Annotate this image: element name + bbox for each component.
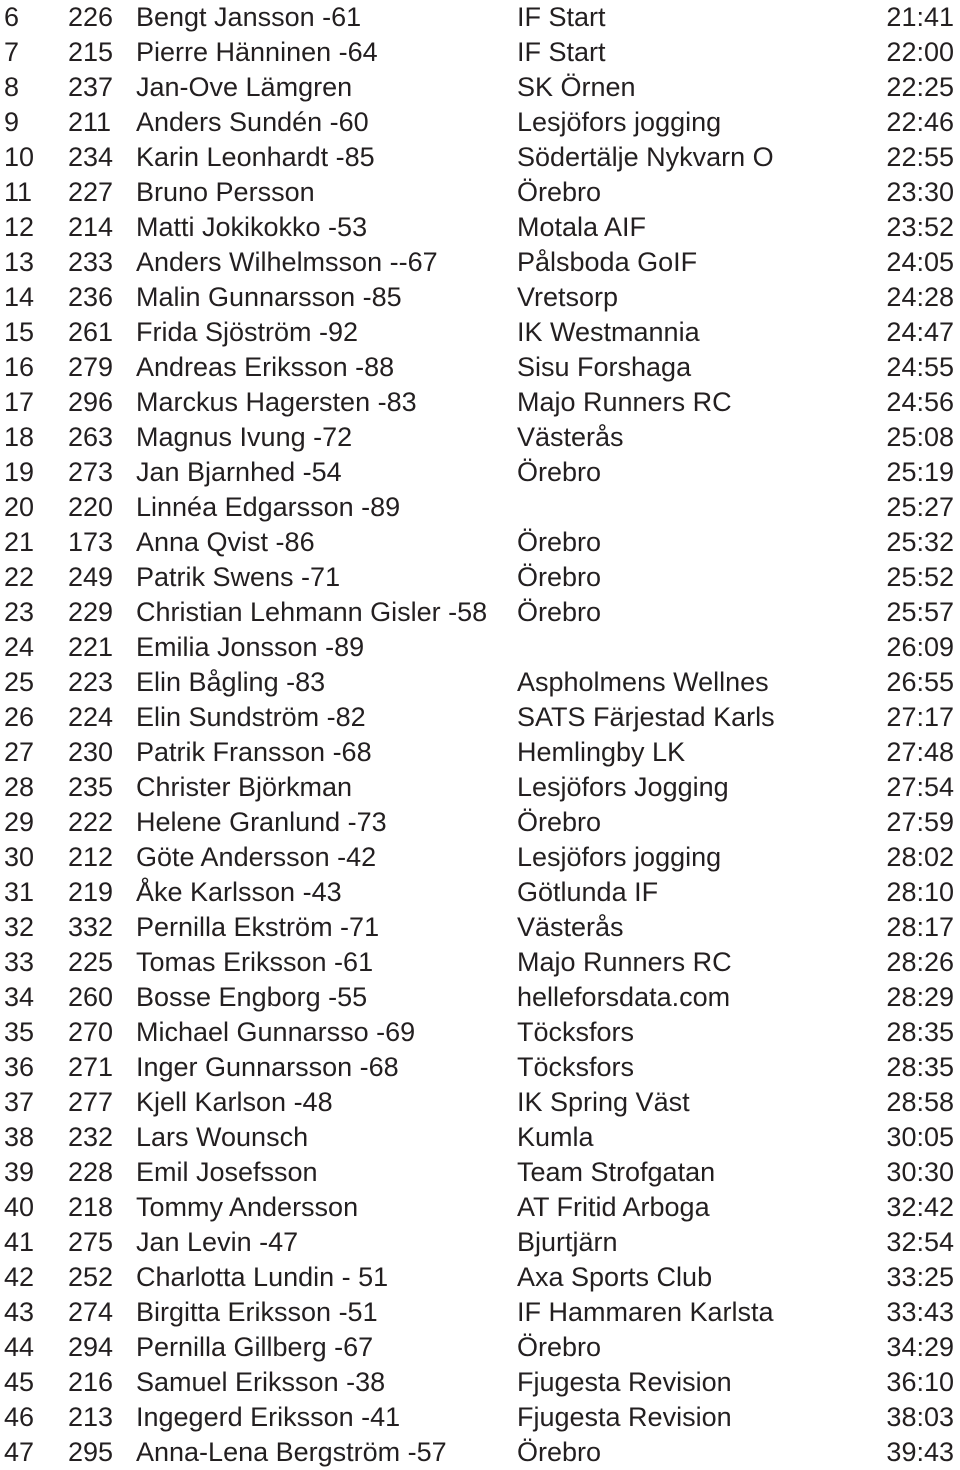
result-row (0, 0, 960, 35)
result-place: 45 (4, 1367, 35, 1397)
result-place: 13 (4, 247, 35, 277)
result-place: 9 (4, 107, 20, 137)
result-club: IF Hammaren Karlsta (517, 1297, 774, 1327)
result-place: 7 (4, 37, 20, 67)
result-place: 43 (4, 1297, 35, 1327)
result-row (0, 700, 960, 735)
result-name: Malin Gunnarsson -85 (136, 282, 402, 312)
result-place: 17 (4, 387, 35, 417)
result-club: Motala AIF (517, 212, 647, 242)
result-row (0, 1400, 960, 1435)
result-club: Majo Runners RC (517, 947, 732, 977)
result-row (0, 140, 960, 175)
result-place: 40 (4, 1192, 35, 1222)
result-club: IK Spring Väst (517, 1087, 690, 1117)
result-place: 19 (4, 457, 35, 487)
result-bib: 249 (68, 562, 114, 592)
result-time: 23:52 (886, 212, 954, 242)
result-time: 24:28 (886, 282, 954, 312)
result-row (0, 630, 960, 665)
result-club: IF Start (517, 37, 606, 67)
result-club: Örebro (517, 527, 602, 557)
result-row (0, 595, 960, 630)
result-place: 29 (4, 807, 35, 837)
result-name: Magnus Ivung -72 (136, 422, 353, 452)
result-time: 30:05 (886, 1122, 954, 1152)
result-place: 31 (4, 877, 35, 907)
result-club: Lesjöfors jogging (517, 107, 722, 137)
result-row (0, 175, 960, 210)
result-bib: 234 (68, 142, 114, 172)
result-time: 28:10 (886, 877, 954, 907)
result-row (0, 35, 960, 70)
result-bib: 227 (68, 177, 114, 207)
result-place: 38 (4, 1122, 35, 1152)
result-name: Charlotta Lundin - 51 (136, 1262, 389, 1292)
result-place: 34 (4, 982, 35, 1012)
result-row (0, 1295, 960, 1330)
result-bib: 275 (68, 1227, 114, 1257)
result-time: 25:32 (886, 527, 954, 557)
result-time: 34:29 (886, 1332, 954, 1362)
result-club: Sisu Forshaga (517, 352, 692, 382)
result-row (0, 1190, 960, 1225)
result-row (0, 1365, 960, 1400)
result-club: Töcksfors (517, 1052, 635, 1082)
result-bib: 225 (68, 947, 114, 977)
result-club: Hemlingby LK (517, 737, 686, 767)
result-time: 22:25 (886, 72, 954, 102)
result-name: Kjell Karlson -48 (136, 1087, 333, 1117)
result-row (0, 1225, 960, 1260)
result-club: Örebro (517, 597, 602, 627)
result-row (0, 455, 960, 490)
result-bib: 294 (68, 1332, 114, 1362)
result-bib: 232 (68, 1122, 114, 1152)
result-place: 24 (4, 632, 35, 662)
result-club: Örebro (517, 807, 602, 837)
result-name: Jan-Ove Lämgren (136, 72, 353, 102)
result-row (0, 245, 960, 280)
result-name: Patrik Fransson -68 (136, 737, 372, 767)
result-club: Team Strofgatan (517, 1157, 716, 1187)
result-place: 12 (4, 212, 35, 242)
result-row (0, 280, 960, 315)
result-bib: 223 (68, 667, 114, 697)
result-place: 18 (4, 422, 35, 452)
result-name: Andreas Eriksson -88 (136, 352, 395, 382)
result-time: 33:43 (886, 1297, 954, 1327)
result-bib: 270 (68, 1017, 114, 1047)
result-club: IF Start (517, 2, 606, 32)
result-place: 27 (4, 737, 35, 767)
result-club: Västerås (517, 422, 624, 452)
result-row (0, 1260, 960, 1295)
result-row (0, 980, 960, 1015)
result-name: Pernilla Ekström -71 (136, 912, 380, 942)
result-row (0, 385, 960, 420)
result-bib: 213 (68, 1402, 114, 1432)
result-time: 25:27 (886, 492, 954, 522)
result-bib: 252 (68, 1262, 114, 1292)
result-name: Christian Lehmann Gisler -58 (136, 597, 488, 627)
result-place: 30 (4, 842, 35, 872)
result-time: 22:46 (886, 107, 954, 137)
result-bib: 263 (68, 422, 114, 452)
result-time: 26:09 (886, 632, 954, 662)
result-name: Elin Sundström -82 (136, 702, 366, 732)
result-name: Emil Josefsson (136, 1157, 318, 1187)
result-place: 44 (4, 1332, 35, 1362)
result-name: Elin Bågling -83 (136, 667, 326, 697)
result-place: 47 (4, 1437, 35, 1467)
result-club: Töcksfors (517, 1017, 635, 1047)
result-club: Fjugesta Revision (517, 1367, 732, 1397)
result-club: Majo Runners RC (517, 387, 732, 417)
result-place: 8 (4, 72, 20, 102)
result-time: 28:17 (886, 912, 954, 942)
result-club: helleforsdata.com (517, 982, 731, 1012)
result-name: Lars Wounsch (136, 1122, 309, 1152)
result-place: 37 (4, 1087, 35, 1117)
result-bib: 216 (68, 1367, 114, 1397)
result-time: 23:30 (886, 177, 954, 207)
result-place: 26 (4, 702, 35, 732)
result-row (0, 875, 960, 910)
result-row (0, 560, 960, 595)
result-club: Örebro (517, 1437, 602, 1467)
result-club: Vretsorp (517, 282, 619, 312)
result-place: 39 (4, 1157, 35, 1187)
result-time: 24:47 (886, 317, 954, 347)
result-time: 27:54 (886, 772, 954, 802)
result-row (0, 350, 960, 385)
result-time: 22:00 (886, 37, 954, 67)
result-place: 20 (4, 492, 35, 522)
result-name: Bengt Jansson -61 (136, 2, 362, 32)
result-time: 26:55 (886, 667, 954, 697)
result-row (0, 1015, 960, 1050)
result-time: 24:55 (886, 352, 954, 382)
result-name: Helene Granlund -73 (136, 807, 387, 837)
result-time: 30:30 (886, 1157, 954, 1187)
result-name: Christer Björkman (136, 772, 353, 802)
result-club: Örebro (517, 562, 602, 592)
result-name: Linnéa Edgarsson -89 (136, 492, 401, 522)
result-row (0, 70, 960, 105)
result-name: Matti Jokikokko -53 (136, 212, 368, 242)
result-row (0, 805, 960, 840)
result-bib: 237 (68, 72, 114, 102)
result-name: Tommy Andersson (136, 1192, 359, 1222)
result-club: Lesjöfors jogging (517, 842, 722, 872)
result-place: 11 (4, 177, 33, 207)
result-bib: 271 (68, 1052, 114, 1082)
result-row (0, 315, 960, 350)
result-time: 32:42 (886, 1192, 954, 1222)
result-bib: 233 (68, 247, 114, 277)
result-place: 6 (4, 2, 20, 32)
result-row (0, 840, 960, 875)
result-place: 22 (4, 562, 35, 592)
result-time: 28:35 (886, 1052, 954, 1082)
result-name: Patrik Swens -71 (136, 562, 341, 592)
result-time: 21:41 (886, 2, 954, 32)
result-bib: 221 (68, 632, 114, 662)
result-name: Karin Leonhardt -85 (136, 142, 375, 172)
result-bib: 218 (68, 1192, 114, 1222)
result-name: Anna Qvist -86 (136, 527, 315, 557)
result-bib: 220 (68, 492, 114, 522)
result-club: AT Fritid Arboga (517, 1192, 710, 1222)
result-time: 22:55 (886, 142, 954, 172)
result-bib: 260 (68, 982, 114, 1012)
result-row (0, 490, 960, 525)
result-bib: 229 (68, 597, 114, 627)
result-name: Jan Levin -47 (136, 1227, 299, 1257)
result-name: Anders Wilhelmsson --67 (136, 247, 438, 277)
result-time: 32:54 (886, 1227, 954, 1257)
result-time: 39:43 (886, 1437, 954, 1467)
result-row (0, 665, 960, 700)
result-club: Örebro (517, 177, 602, 207)
result-time: 27:48 (886, 737, 954, 767)
result-club: Bjurtjärn (517, 1227, 618, 1257)
result-time: 28:26 (886, 947, 954, 977)
result-row (0, 1120, 960, 1155)
result-place: 21 (4, 527, 35, 557)
result-time: 24:05 (886, 247, 954, 277)
result-club: IK Westmannia (517, 317, 700, 347)
result-bib: 296 (68, 387, 114, 417)
result-bib: 273 (68, 457, 114, 487)
result-place: 33 (4, 947, 35, 977)
result-name: Anders Sundén -60 (136, 107, 369, 137)
result-club: SK Örnen (517, 72, 636, 102)
result-place: 41 (4, 1227, 35, 1257)
result-name: Göte Andersson -42 (136, 842, 377, 872)
result-club: Aspholmens Wellnes (517, 667, 769, 697)
result-place: 10 (4, 142, 35, 172)
result-row (0, 525, 960, 560)
result-bib: 215 (68, 37, 114, 67)
result-place: 23 (4, 597, 35, 627)
result-bib: 236 (68, 282, 114, 312)
result-row (0, 105, 960, 140)
result-name: Emilia Jonsson -89 (136, 632, 365, 662)
result-club: Örebro (517, 1332, 602, 1362)
result-bib: 222 (68, 807, 114, 837)
result-bib: 235 (68, 772, 114, 802)
result-club: Västerås (517, 912, 624, 942)
result-name: Inger Gunnarsson -68 (136, 1052, 399, 1082)
result-bib: 214 (68, 212, 114, 242)
result-time: 28:35 (886, 1017, 954, 1047)
result-row (0, 210, 960, 245)
result-bib: 224 (68, 702, 114, 732)
result-bib: 332 (68, 912, 114, 942)
result-name: Bruno Persson (136, 177, 315, 207)
result-row (0, 420, 960, 455)
result-row (0, 945, 960, 980)
result-name: Birgitta Eriksson -51 (136, 1297, 378, 1327)
result-bib: 230 (68, 737, 114, 767)
result-bib: 226 (68, 2, 114, 32)
result-place: 28 (4, 772, 35, 802)
result-row (0, 1155, 960, 1190)
result-name: Ingegerd Eriksson -41 (136, 1402, 401, 1432)
result-place: 36 (4, 1052, 35, 1082)
result-time: 25:52 (886, 562, 954, 592)
result-name: Samuel Eriksson -38 (136, 1367, 386, 1397)
result-club: Fjugesta Revision (517, 1402, 732, 1432)
result-name: Anna-Lena Bergström -57 (136, 1437, 447, 1467)
result-time: 36:10 (886, 1367, 954, 1397)
result-place: 32 (4, 912, 35, 942)
result-place: 15 (4, 317, 35, 347)
result-name: Bosse Engborg -55 (136, 982, 368, 1012)
result-time: 25:19 (886, 457, 954, 487)
result-bib: 211 (68, 107, 112, 137)
result-name: Åke Karlsson -43 (136, 877, 342, 907)
result-name: Marckus Hagersten -83 (136, 387, 417, 417)
result-time: 28:58 (886, 1087, 954, 1117)
result-row (0, 735, 960, 770)
result-row (0, 1435, 960, 1470)
result-bib: 219 (68, 877, 114, 907)
result-row (0, 1330, 960, 1365)
result-row (0, 770, 960, 805)
result-name: Frida Sjöström -92 (136, 317, 359, 347)
result-place: 42 (4, 1262, 35, 1292)
result-place: 46 (4, 1402, 35, 1432)
result-time: 27:17 (886, 702, 954, 732)
result-club: Götlunda IF (517, 877, 659, 907)
result-bib: 295 (68, 1437, 114, 1467)
result-place: 16 (4, 352, 35, 382)
result-place: 35 (4, 1017, 35, 1047)
result-time: 38:03 (886, 1402, 954, 1432)
result-bib: 277 (68, 1087, 114, 1117)
result-bib: 212 (68, 842, 114, 872)
result-row (0, 1085, 960, 1120)
result-time: 24:56 (886, 387, 954, 417)
result-club: SATS Färjestad Karls (517, 702, 775, 732)
result-club: Örebro (517, 457, 602, 487)
result-time: 28:02 (886, 842, 954, 872)
result-time: 27:59 (886, 807, 954, 837)
result-club: Axa Sports Club (517, 1262, 713, 1292)
result-name: Tomas Eriksson -61 (136, 947, 374, 977)
result-bib: 173 (68, 527, 114, 557)
result-name: Pernilla Gillberg -67 (136, 1332, 374, 1362)
result-club: Pålsboda GoIF (517, 247, 698, 277)
result-club: Lesjöfors Jogging (517, 772, 729, 802)
result-club: Södertälje Nykvarn O (517, 142, 774, 172)
result-time: 28:29 (886, 982, 954, 1012)
result-time: 25:57 (886, 597, 954, 627)
result-row (0, 910, 960, 945)
result-bib: 228 (68, 1157, 114, 1187)
result-place: 14 (4, 282, 35, 312)
result-time: 33:25 (886, 1262, 954, 1292)
result-club: Kumla (517, 1122, 594, 1152)
result-place: 25 (4, 667, 35, 697)
result-bib: 274 (68, 1297, 114, 1327)
result-row (0, 1050, 960, 1085)
result-bib: 261 (68, 317, 114, 347)
result-bib: 279 (68, 352, 114, 382)
result-name: Jan Bjarnhed -54 (136, 457, 342, 487)
result-time: 25:08 (886, 422, 954, 452)
result-name: Michael Gunnarsso -69 (136, 1017, 416, 1047)
result-name: Pierre Hänninen -64 (136, 37, 378, 67)
